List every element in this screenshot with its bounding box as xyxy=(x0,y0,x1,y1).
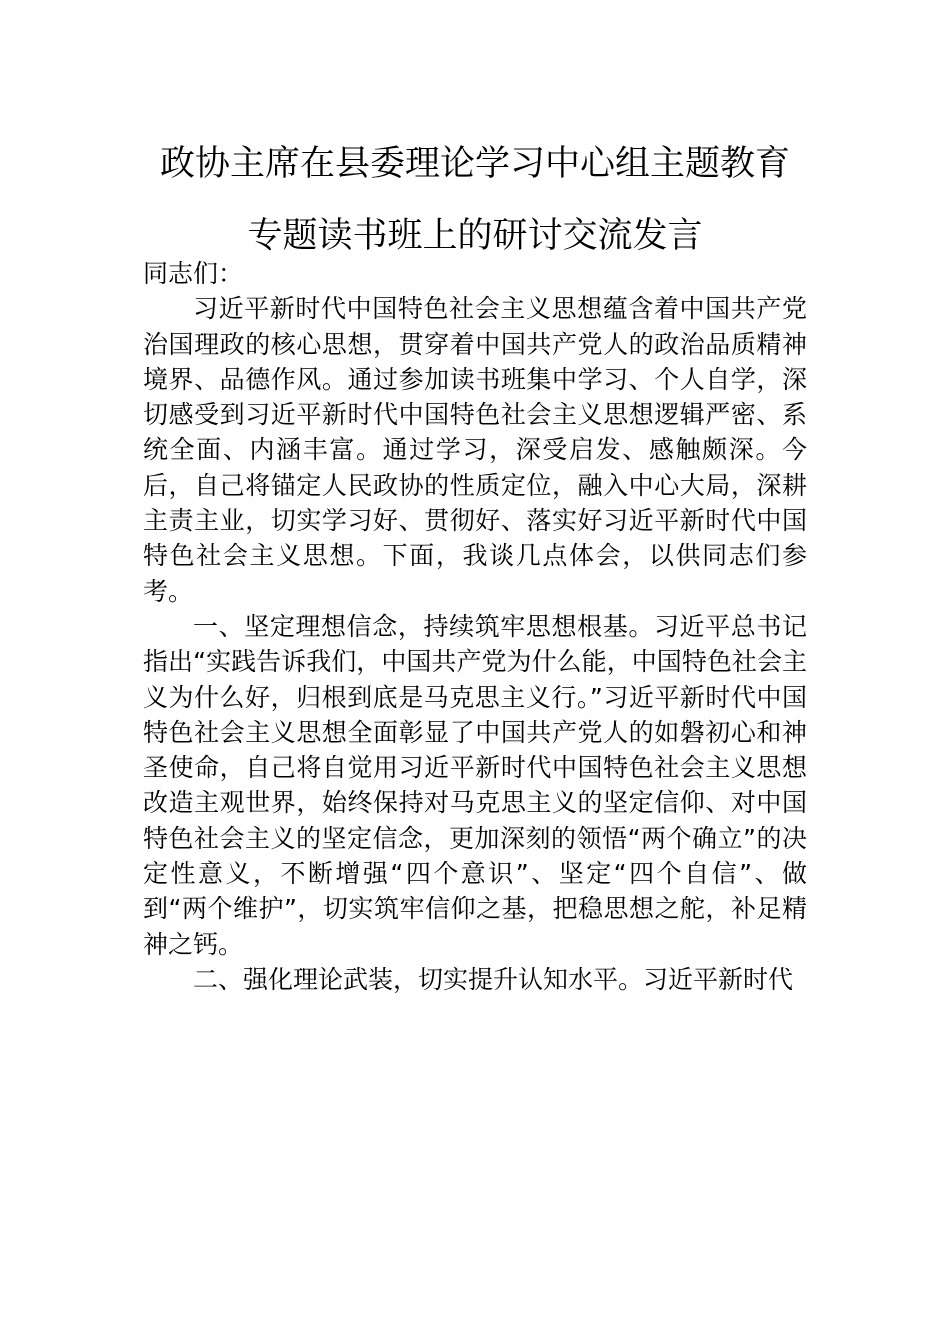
title-line-2: 专题读书班上的研讨交流发言 xyxy=(247,216,703,256)
paragraph-section-1: 一、坚定理想信念，持续筑牢思想根基。习近平总书记指出“实践告诉我们，中国共产党为什么能，中国特色社会主义为什么好，归根到底是马克思主义行。”习近平新时代中国特色社会主义思想全面彰显了中国共产党人的如磐初心和神圣使命，自己将自觉用习近平新时代中国特色社会主义思想改造主观世界，始终保持对马克思主义的坚定信仰、对中国特色社会主义的坚定信念，更加深刻的领悟“两个确立”的决定性意义，不断增强“四个意识”、坚定“四个自信”、做到“两个维护”，切实筑牢信仰之基，把稳思想之舵，补足精神之钙。 xyxy=(143,611,807,959)
paragraph-section-2: 二、强化理论武装，切实提升认知水平。习近平新时代 xyxy=(193,964,794,994)
paragraph-intro: 习近平新时代中国特色社会主义思想蕴含着中国共产党治国理政的核心思想，贯穿着中国共产党人的政治品质精神境界、品德作风。通过参加读书班集中学习、个人自学，深切感受到习近平新时代中国特色社会主义思想逻辑严密、系统全面、内涵丰富。通过学习，深受启发、感触颇深。今后，自己将锚定人民政协的性质定位，融入中心大局，深耕主责主业，切实学习好、贯彻好、落实好习近平新时代中国特色社会主义思想。下面，我谈几点体会，以供同志们参考。 xyxy=(143,294,807,606)
document-title xyxy=(140,128,810,272)
salutation: 同志们： xyxy=(143,259,244,288)
title-line-1: 政协主席在县委理论学习中心组主题教育 xyxy=(159,144,790,184)
document-body xyxy=(143,256,807,997)
